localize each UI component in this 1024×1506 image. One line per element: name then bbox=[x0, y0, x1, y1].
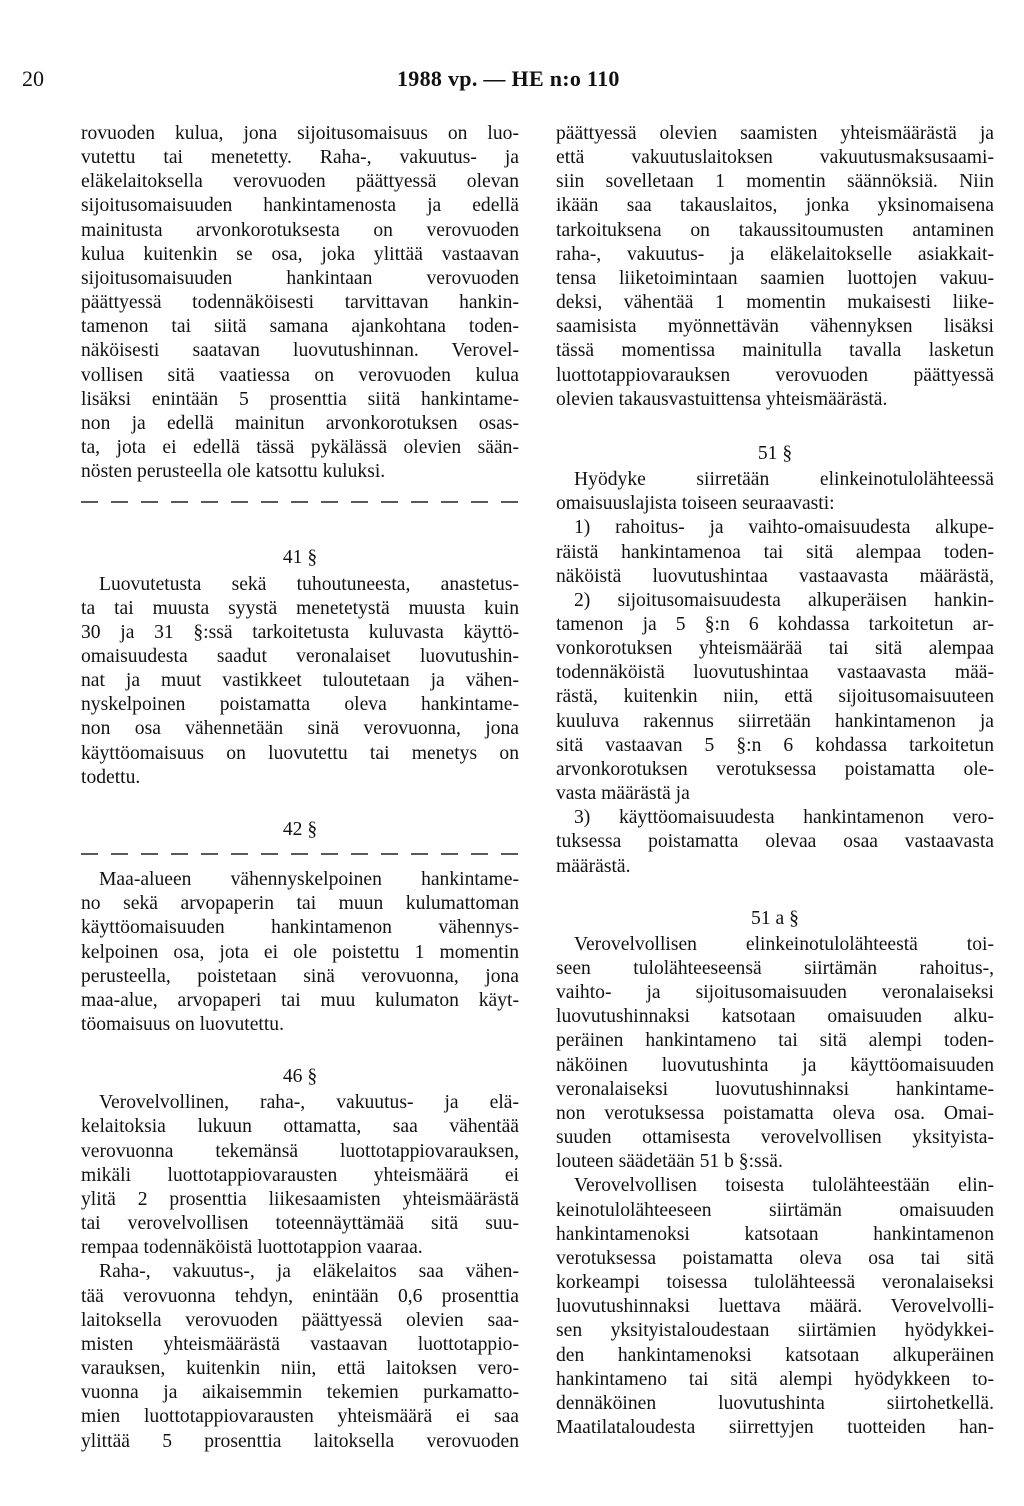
section-46-text bbox=[81, 1091, 519, 1453]
text-line: sitä vastaavan 5 §:n 6 kohdassa tarkoitetun bbox=[556, 734, 994, 756]
text-line: hankintamenoksi katsotaan hankintamenon bbox=[556, 1223, 994, 1245]
text-line: mien luottotappiovarausten yhteismäärä ei saa bbox=[81, 1406, 519, 1428]
text-line: varauksen, kuitenkin niin, että laitoksen vero- bbox=[81, 1358, 519, 1380]
text-line: räistä hankintamenoa tai sitä alempaa toden- bbox=[556, 541, 994, 563]
text-line: nyskelpoinen poistamatta oleva hankintame- bbox=[81, 694, 519, 716]
text-line: 2) sijoitusomaisuudesta alkuperäisen hankin- bbox=[574, 589, 994, 611]
text-line: tai verovelvollisen toteennäyttämää sitä suu- bbox=[81, 1213, 519, 1235]
text-line: omaisuuslajista toiseen seuraavasti: bbox=[556, 493, 835, 515]
right-column bbox=[556, 122, 994, 1440]
text-line: näköisesti saatavan luovutushinnan. Verovel- bbox=[81, 340, 519, 362]
section-heading-46: 46 § bbox=[282, 1066, 318, 1088]
text-line: arvonkorotuksen verotuksessa poistamatta ole- bbox=[556, 758, 994, 780]
text-line: töomaisuus on luovutettu. bbox=[81, 1014, 285, 1035]
text-line: suuden ottamisesta verovelvollisen yksityista- bbox=[556, 1127, 994, 1149]
omission-line bbox=[81, 844, 519, 868]
text-line: 30 ja 31 §:ssä tarkoitetusta kuluvasta käyttö- bbox=[81, 621, 519, 643]
section-heading-42: 42 § bbox=[282, 818, 318, 840]
text-line: todennäköistä luovutushintaa vastaavasta mää- bbox=[556, 662, 994, 684]
text-line: non ja edellä mainitun arvonkorotuksen osas- bbox=[81, 412, 519, 434]
paragraph-continued bbox=[556, 122, 994, 412]
left-column bbox=[81, 122, 519, 1454]
text-line: luottotappiovarauksen verovuoden päättyessä bbox=[556, 364, 994, 386]
text-line: hankintameno tai sitä alempi hyödykkeen to- bbox=[556, 1368, 994, 1390]
text-line: mainitusta arvonkorotuksesta on verovuoden bbox=[81, 219, 519, 241]
section-heading-41: 41 § bbox=[282, 547, 318, 569]
text-line: vutettu tai menetetty. Raha-, vakuutus- ja bbox=[81, 147, 519, 169]
text-line: siin sovelletaan 1 momentin säännöksiä. Niin bbox=[556, 171, 994, 193]
text-line: että vakuutuslaitoksen vakuutusmaksusaami- bbox=[556, 147, 994, 169]
text-line: näköinen luovutushinta ja käyttöomaisuuden bbox=[556, 1054, 994, 1076]
text-line: rästä, kuitenkin niin, että sijoitusomaisuuteen bbox=[556, 686, 994, 708]
text-line: kelaitoksia lukuun ottamatta, saa vähentää bbox=[81, 1116, 519, 1138]
text-line: Hyödyke siirretään elinkeinotulolähteessä bbox=[574, 469, 994, 491]
text-line: sen yksityistaloudestaan siirtämien hyödykkei- bbox=[556, 1320, 994, 1342]
running-head: 1988 vp. — HE n:o 110 bbox=[397, 66, 620, 91]
text-line: määrästä. bbox=[556, 855, 631, 877]
text-line: vasta määrästä ja bbox=[556, 783, 690, 805]
section-51-text bbox=[556, 468, 994, 879]
text-line: verovuonna tekemänsä luottotappiovarauksen, bbox=[81, 1140, 519, 1162]
text-line: kulua kuitenkin se osa, joka ylittää vastaavan bbox=[81, 243, 519, 265]
text-line: kelpoinen osa, jota ei ole poistettu 1 momentin bbox=[81, 941, 519, 963]
dashed-rule bbox=[81, 852, 519, 856]
text-line: maa-alue, arvopaperi tai muu kulumaton käyt- bbox=[81, 989, 519, 1011]
text-line: dennäköinen luovutushinta siirtohetkellä. bbox=[556, 1392, 994, 1414]
text-line: tässä momentissa mainitulla tavalla lasketun bbox=[556, 340, 994, 362]
text-line: ta tai muusta syystä menetetystä muusta kuin bbox=[81, 597, 519, 619]
text-line: ylitä 2 prosenttia liikesaamisten yhteismäärästä bbox=[81, 1188, 519, 1210]
text-line: luovutushinnaksi katsotaan omaisuuden alku- bbox=[556, 1006, 994, 1028]
text-line: tarkoituksena on takaussitoumusten antaminen bbox=[556, 219, 994, 241]
text-line: laitoksella verovuoden päättyessä olevien saa- bbox=[81, 1309, 519, 1331]
text-line: vollisen sitä vaatiessa on verovuoden kulua bbox=[81, 364, 519, 386]
text-line: Verovelvollinen, raha-, vakuutus- ja elä- bbox=[99, 1092, 519, 1114]
page-header bbox=[0, 66, 1024, 96]
text-line: vonkorotuksen yhteismäärää tai sitä alempaa bbox=[556, 638, 994, 660]
text-line: den hankintamenoksi katsotaan alkuperäinen bbox=[556, 1344, 994, 1366]
text-line: päättyessä todennäköisesti tarvittavan hankin- bbox=[81, 292, 519, 314]
text-line: seen tulolähteeseensä siirtämän rahoitus-, bbox=[556, 958, 994, 979]
text-line: 1) rahoitus- ja vaihto-omaisuudesta alkupe- bbox=[574, 517, 994, 539]
page-number: 20 bbox=[22, 66, 44, 91]
text-line: Luovutetusta sekä tuhoutuneesta, anastetus- bbox=[99, 573, 519, 595]
text-line: Raha-, vakuutus-, ja eläkelaitos saa vähen- bbox=[99, 1261, 519, 1283]
text-line: luovutushinnaksi luettava määrä. Verovelvolli- bbox=[556, 1296, 994, 1318]
text-line: verotuksessa poistamatta oleva osa tai sitä bbox=[556, 1247, 994, 1269]
text-line: non verotuksessa poistamatta oleva osa. Omai- bbox=[556, 1102, 994, 1124]
text-line: sijoitusomaisuuden hankintaan verovuoden bbox=[81, 267, 519, 289]
text-line: 3) käyttöomaisuudesta hankintamenon vero- bbox=[574, 807, 994, 829]
text-line: ikään saa takauslaitos, jonka yksinomaisena bbox=[556, 195, 994, 217]
text-line: perusteella, poistetaan sinä verovuonna, jona bbox=[81, 965, 519, 987]
text-line: nösten perusteella ole katsottu kuluksi. bbox=[81, 461, 386, 483]
text-line: saamisista myönnettävän vähennyksen lisäksi bbox=[556, 316, 994, 338]
section-heading-51a: 51 a § bbox=[751, 907, 799, 929]
text-line: Verovelvollisen toisesta tulolähteestään elin- bbox=[574, 1175, 994, 1197]
text-line: Maa-alueen vähennyskelpoinen hankintame- bbox=[99, 869, 519, 891]
text-line: näköistä luovutushintaa vastaavasta määrästä, bbox=[556, 565, 994, 587]
text-line: olevien takausvastuittensa yhteismäärästä. bbox=[556, 388, 888, 410]
text-line: käyttöomaisuuden hankintamenon vähennys- bbox=[81, 917, 519, 939]
text-line: no sekä arvopaperin tai muun kulumattoman bbox=[81, 893, 519, 915]
text-line: rempaa todennäköistä luottotappion vaaraa. bbox=[81, 1237, 423, 1259]
text-line: vaihto- ja sijoitusomaisuuden veronalaiseksi bbox=[556, 982, 994, 1004]
text-line: nat ja muut vastikkeet tuloutetaan ja vähen- bbox=[81, 670, 519, 692]
omission-line bbox=[81, 492, 519, 516]
text-line: rovuoden kulua, jona sijoitusomaisuus on luo- bbox=[81, 123, 519, 144]
text-line: korkeampi toisessa tulolähteessä veronalaiseksi bbox=[556, 1272, 994, 1294]
text-line: omaisuudesta saadut veronalaiset luovutushin- bbox=[81, 645, 519, 667]
text-line: tensa liiketoimintaan saamien luottojen vakuu- bbox=[556, 267, 994, 289]
text-line: ta, jota ei edellä tässä pykälässä olevien sään- bbox=[81, 437, 519, 459]
text-line: Maatilataloudesta siirrettyjen tuotteiden han- bbox=[556, 1416, 994, 1438]
text-line: mikäli luottotappiovarausten yhteismäärä ei bbox=[81, 1164, 519, 1186]
text-line: tuksessa poistamatta olevaa osaa vastaavasta bbox=[556, 831, 994, 853]
text-line: käyttöomaisuus on luovutettu tai menetys on bbox=[81, 742, 519, 764]
text-line: päättyessä olevien saamisten yhteismäärästä ja bbox=[556, 123, 994, 144]
dashed-rule bbox=[81, 500, 519, 504]
text-line: misten yhteismäärästä vastaavan luottotappio- bbox=[81, 1333, 519, 1355]
section-41-text bbox=[81, 573, 519, 790]
text-line: keinotulolähteeseen siirtämän omaisuuden bbox=[556, 1199, 994, 1221]
text-line: vuonna ja aikaisemmin tekemien purkamatto- bbox=[81, 1382, 519, 1404]
text-line: kuuluva rakennus siirretään hankintamenon ja bbox=[556, 710, 994, 732]
paragraph-continued bbox=[81, 122, 519, 484]
text-line: Verovelvollisen elinkeinotulolähteestä toi- bbox=[574, 933, 994, 955]
text-line: tamenon ja 5 §:n 6 kohdassa tarkoitetun ar- bbox=[556, 613, 994, 635]
text-line: todettu. bbox=[81, 766, 141, 788]
text-line: louteen säädetään 51 b §:ssä. bbox=[556, 1151, 783, 1173]
text-line: ylittää 5 prosenttia laitoksella verovuoden bbox=[81, 1430, 519, 1452]
text-line: veronalaiseksi luovutushinnaksi hankintame- bbox=[556, 1078, 994, 1100]
section-51a-text bbox=[556, 933, 994, 1440]
section-42-text bbox=[81, 868, 519, 1037]
text-line: peräinen hankintameno tai sitä alempi toden- bbox=[556, 1030, 994, 1052]
text-line: raha-, vakuutus- ja eläkelaitokselle asiakkait- bbox=[556, 243, 994, 265]
text-line: tää verovuonna tehdyn, enintään 0,6 prosenttia bbox=[81, 1285, 519, 1307]
text-line: deksi, vähentää 1 momentin mukaisesti liike- bbox=[556, 292, 994, 314]
section-heading-51: 51 § bbox=[757, 442, 793, 464]
text-line: tamenon tai siitä samana ajankohtana toden- bbox=[81, 316, 519, 338]
text-line: sijoitusomaisuuden hankintamenosta ja edellä bbox=[81, 195, 519, 217]
text-line: lisäksi enintään 5 prosenttia siitä hankintame- bbox=[81, 388, 519, 410]
text-line: non osa vähennetään sinä verovuonna, jona bbox=[81, 718, 519, 740]
text-line: eläkelaitoksella verovuoden päättyessä olevan bbox=[81, 171, 519, 193]
